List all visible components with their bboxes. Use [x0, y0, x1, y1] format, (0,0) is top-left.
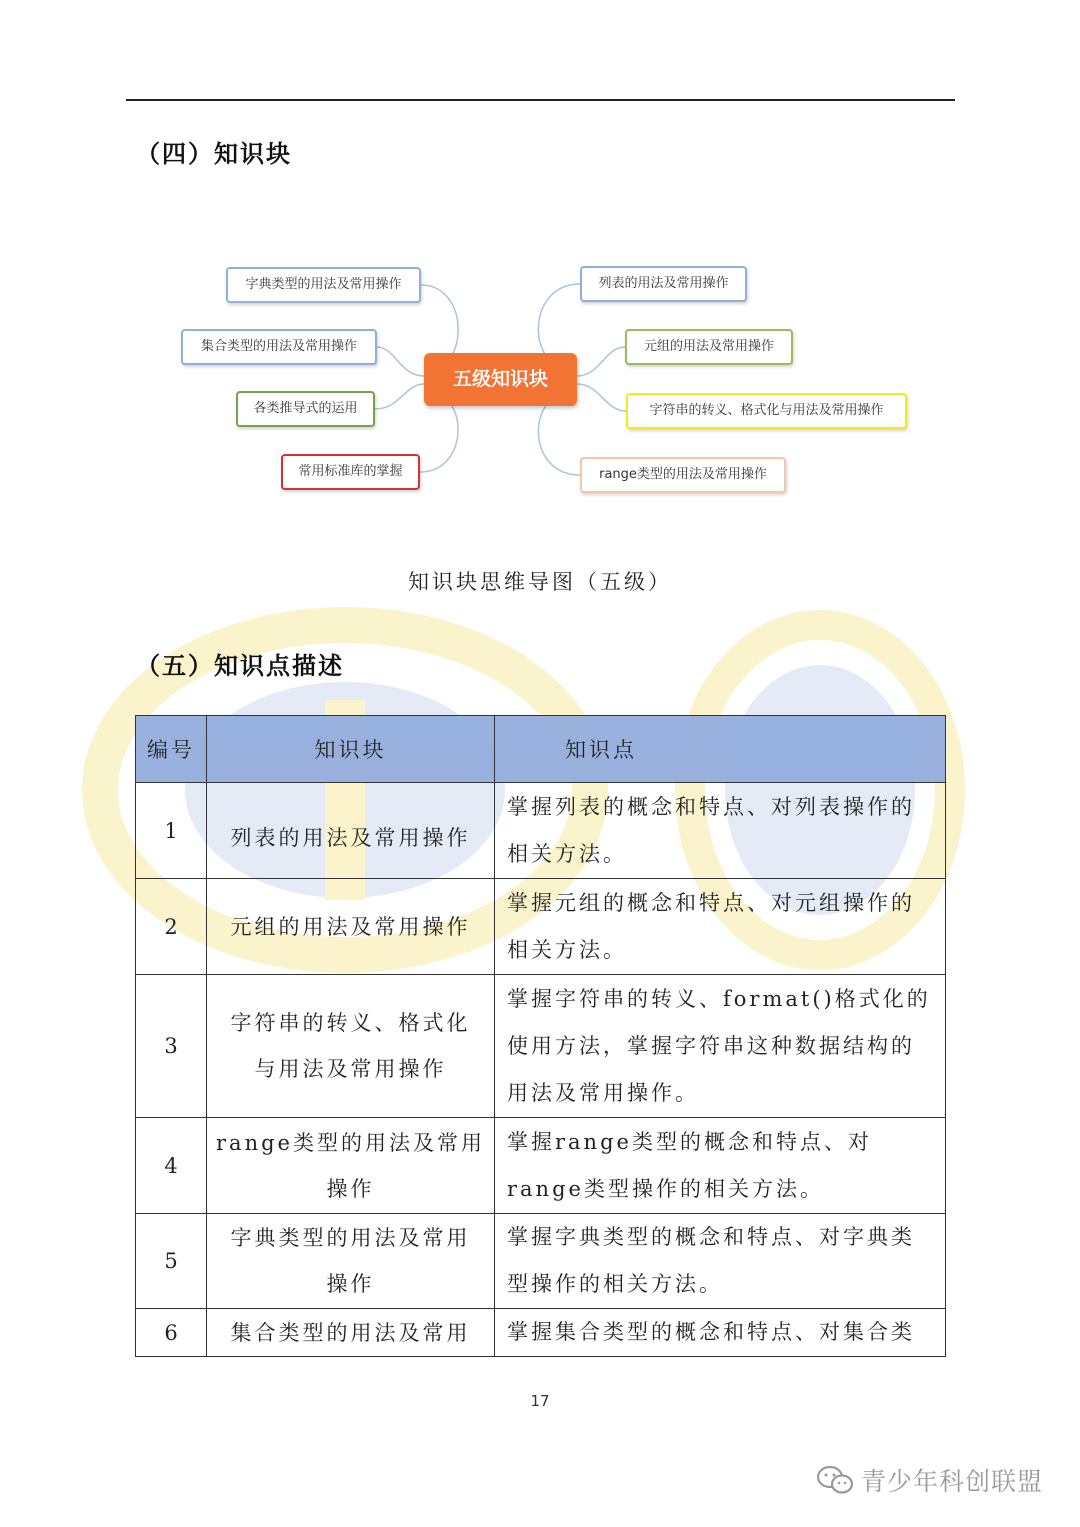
- row-number: 2: [136, 879, 207, 975]
- row-block: 列表的用法及常用操作: [207, 783, 495, 879]
- mind-map-node-dict: 字典类型的用法及常用操作: [226, 267, 421, 303]
- mind-map-node-range: range类型的用法及常用操作: [580, 457, 786, 493]
- wechat-icon: [815, 1464, 855, 1496]
- mind-map-node-stdlib: 常用标准库的掌握: [281, 454, 420, 490]
- row-point: 掌握字符串的转义、format()格式化的使用方法，掌握字符串这种数据结构的用法及常用操作。: [495, 975, 946, 1118]
- row-point: 掌握列表的概念和特点、对列表操作的相关方法。: [495, 783, 946, 879]
- table-header-row: [136, 716, 946, 783]
- mind-map-node-list: 列表的用法及常用操作: [580, 266, 747, 302]
- table-row: [136, 1309, 946, 1357]
- header-point: 知识点: [495, 716, 946, 783]
- row-point: 掌握集合类型的概念和特点、对集合类: [495, 1309, 946, 1357]
- table-row: [136, 783, 946, 879]
- row-block: 字典类型的用法及常用操作: [207, 1214, 495, 1309]
- brand-name: 青少年科创联盟: [861, 1467, 1044, 1496]
- row-number: 6: [136, 1309, 207, 1357]
- row-block: 集合类型的用法及常用: [207, 1309, 495, 1357]
- mind-map-caption: 知识块思维导图（五级）: [408, 570, 672, 594]
- table-row: [136, 975, 946, 1118]
- row-block: range类型的用法及常用操作: [207, 1118, 495, 1214]
- row-number: 1: [136, 783, 207, 879]
- row-point: 掌握元组的概念和特点、对元组操作的相关方法。: [495, 879, 946, 975]
- header-block: 知识块: [207, 716, 495, 783]
- brand-watermark: [815, 1460, 1043, 1500]
- section-heading-knowledge-points: （五）知识点描述: [136, 651, 344, 680]
- row-block: 字符串的转义、格式化与用法及常用操作: [207, 975, 495, 1118]
- mind-map-node-set: 集合类型的用法及常用操作: [181, 329, 377, 365]
- header-number: 编号: [136, 716, 207, 783]
- table-row: [136, 1118, 946, 1214]
- row-point: 掌握字典类型的概念和特点、对字典类型操作的相关方法。: [495, 1214, 946, 1309]
- row-point: 掌握range类型的概念和特点、对range类型操作的相关方法。: [495, 1118, 946, 1214]
- row-number: 5: [136, 1214, 207, 1309]
- mind-map-node-string: 字符串的转义、格式化与用法及常用操作: [626, 393, 907, 429]
- row-number: 4: [136, 1118, 207, 1214]
- mind-map-node-comprehension: 各类推导式的运用: [236, 391, 375, 427]
- page-number: 17: [530, 1392, 550, 1410]
- table-row: [136, 879, 946, 975]
- mind-map-node-tuple: 元组的用法及常用操作: [625, 329, 793, 365]
- row-number: 3: [136, 975, 207, 1118]
- table-row: [136, 1214, 946, 1309]
- section-heading-knowledge-blocks: （四）知识块: [136, 139, 292, 168]
- knowledge-point-table: [135, 715, 946, 1357]
- mind-map-root: 五级知识块: [424, 353, 577, 406]
- row-block: 元组的用法及常用操作: [207, 879, 495, 975]
